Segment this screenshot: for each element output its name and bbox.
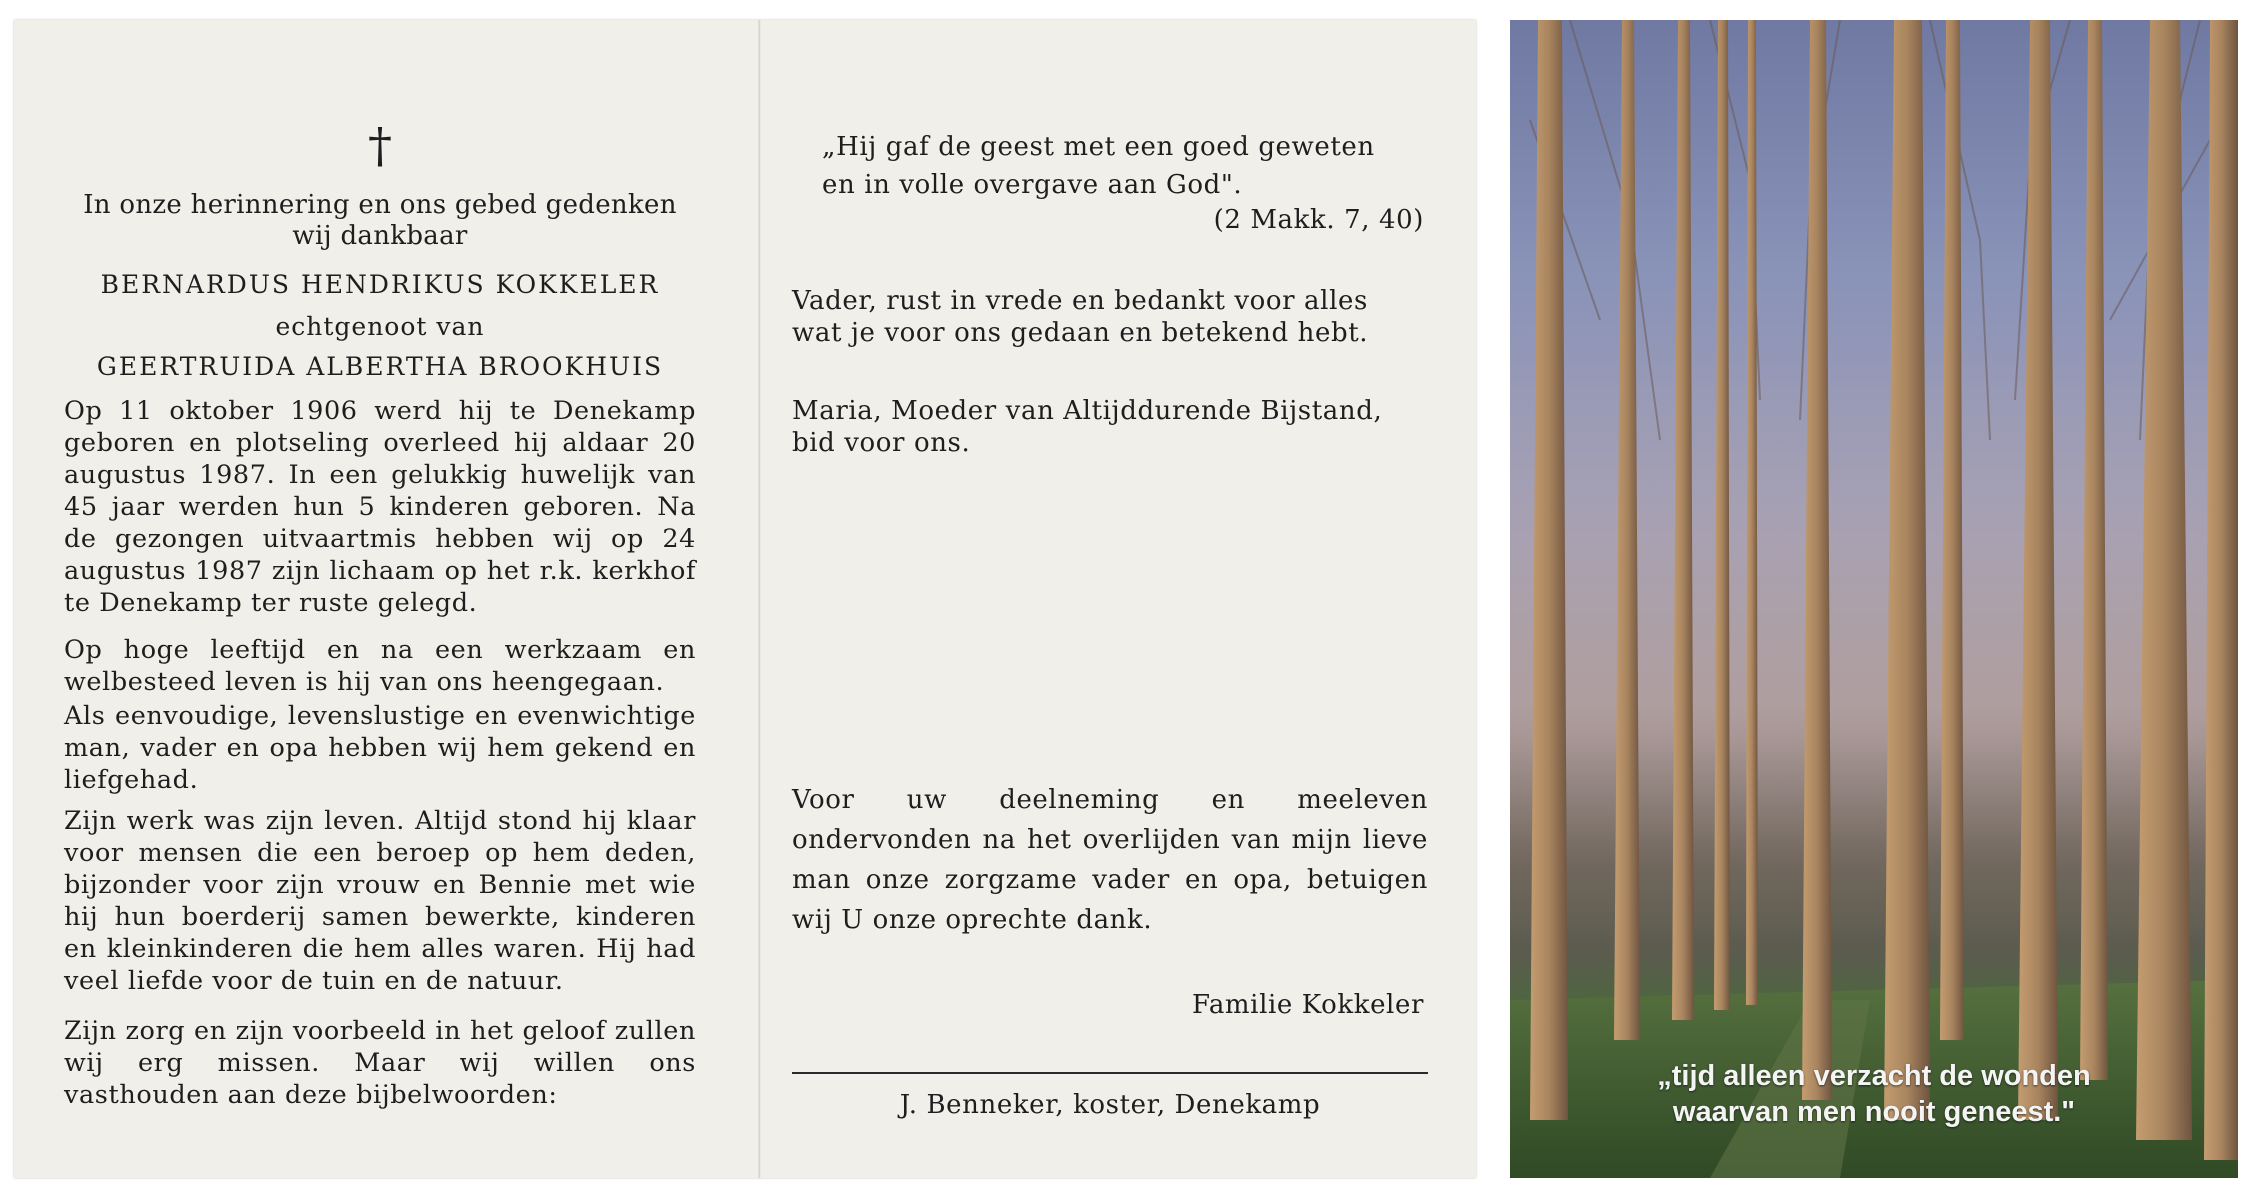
photo-caption [1510, 1058, 2238, 1130]
thanks-text: Voor uw deelneming en meeleven ondervonden na het overlijden van mijn lieve man onze zorgzame vader en opa, betuigen wij U onze oprechte dank. [792, 785, 1428, 935]
cross-icon: † [368, 118, 392, 174]
memorial-card [14, 20, 1476, 1178]
bible-reference: (2 Makk. 7, 40) [1213, 205, 1424, 235]
farewell-text: Vader, rust in vrede en bedankt voor alles wat je voor ons gedaan en betekend hebt. [792, 286, 1369, 348]
middle-panel [792, 20, 1428, 1178]
bible-quote-line-2: en in volle overgave aan God". [822, 170, 1243, 200]
family-signature: Familie Kokkeler [1191, 990, 1424, 1020]
tree-illustration [1510, 20, 2238, 1178]
bible-quote [822, 128, 1412, 204]
intro-text [64, 190, 696, 252]
character-paragraph: Als eenvoudige, levenslustige en evenwichtige man, vader en opa hebben wij hem gekend en liefgehad. [64, 701, 696, 795]
intro-line-1: In onze herinnering en ons gebed gedenken [83, 190, 677, 220]
spouse-name: GEERTRUIDA ALBERTHA BROOKHUIS [96, 352, 664, 381]
divider [792, 1072, 1428, 1074]
faith-paragraph: Zijn zorg en zijn voorbeeld in het geloof zullen wij erg missen. Maar wij willen ons vasthouden aan deze bijbelwoorden: [64, 1016, 696, 1110]
life-paragraph: Op hoge leeftijd en na een werkzaam en welbesteed leven is hij van ons heengegaan. [64, 635, 696, 697]
prayer-text: Maria, Moeder van Altijddurende Bijstand, bid voor ons. [792, 396, 1383, 458]
biography-paragraph: Op 11 oktober 1906 werd hij te Denekamp geboren en plotseling overleed hij aldaar 20 augustus 1987. In een gelukkig huwelijk van 45 jaar werden hun 5 kinderen geboren. Na de gezongen uitvaartmis hebben wij op 24 augustus 1987 zijn lichaam op het r.k. kerkhof te Denekamp ter ruste gelegd. [64, 396, 696, 618]
left-panel [64, 20, 696, 1178]
tree-lane-photo [1510, 20, 2238, 1178]
work-paragraph: Zijn werk was zijn leven. Altijd stond hij klaar voor mensen die een beroep op hem deden, bijzonder voor zijn vrouw en Bennie met wie hij hun boerderij samen bewerkte, kinderen en kleinkinderen die hem alles waren. Hij had veel liefde voor de tuin en de natuur. [64, 806, 696, 996]
photo-caption-line-1: „tijd alleen verzacht de wonden [1657, 1060, 2091, 1092]
card-fold [758, 20, 761, 1178]
photo-caption-line-2: waarvan men nooit geneest." [1672, 1096, 2076, 1128]
spouse-label: echtgenoot van [275, 312, 485, 341]
deceased-name: BERNARDUS HENDRIKUS KOKKELER [100, 270, 660, 299]
printer-credit: J. Benneker, koster, Denekamp [899, 1090, 1321, 1120]
bible-quote-line-1: „Hij gaf de geest met een goed geweten [822, 132, 1375, 162]
intro-line-2: wij dankbaar [292, 221, 468, 251]
